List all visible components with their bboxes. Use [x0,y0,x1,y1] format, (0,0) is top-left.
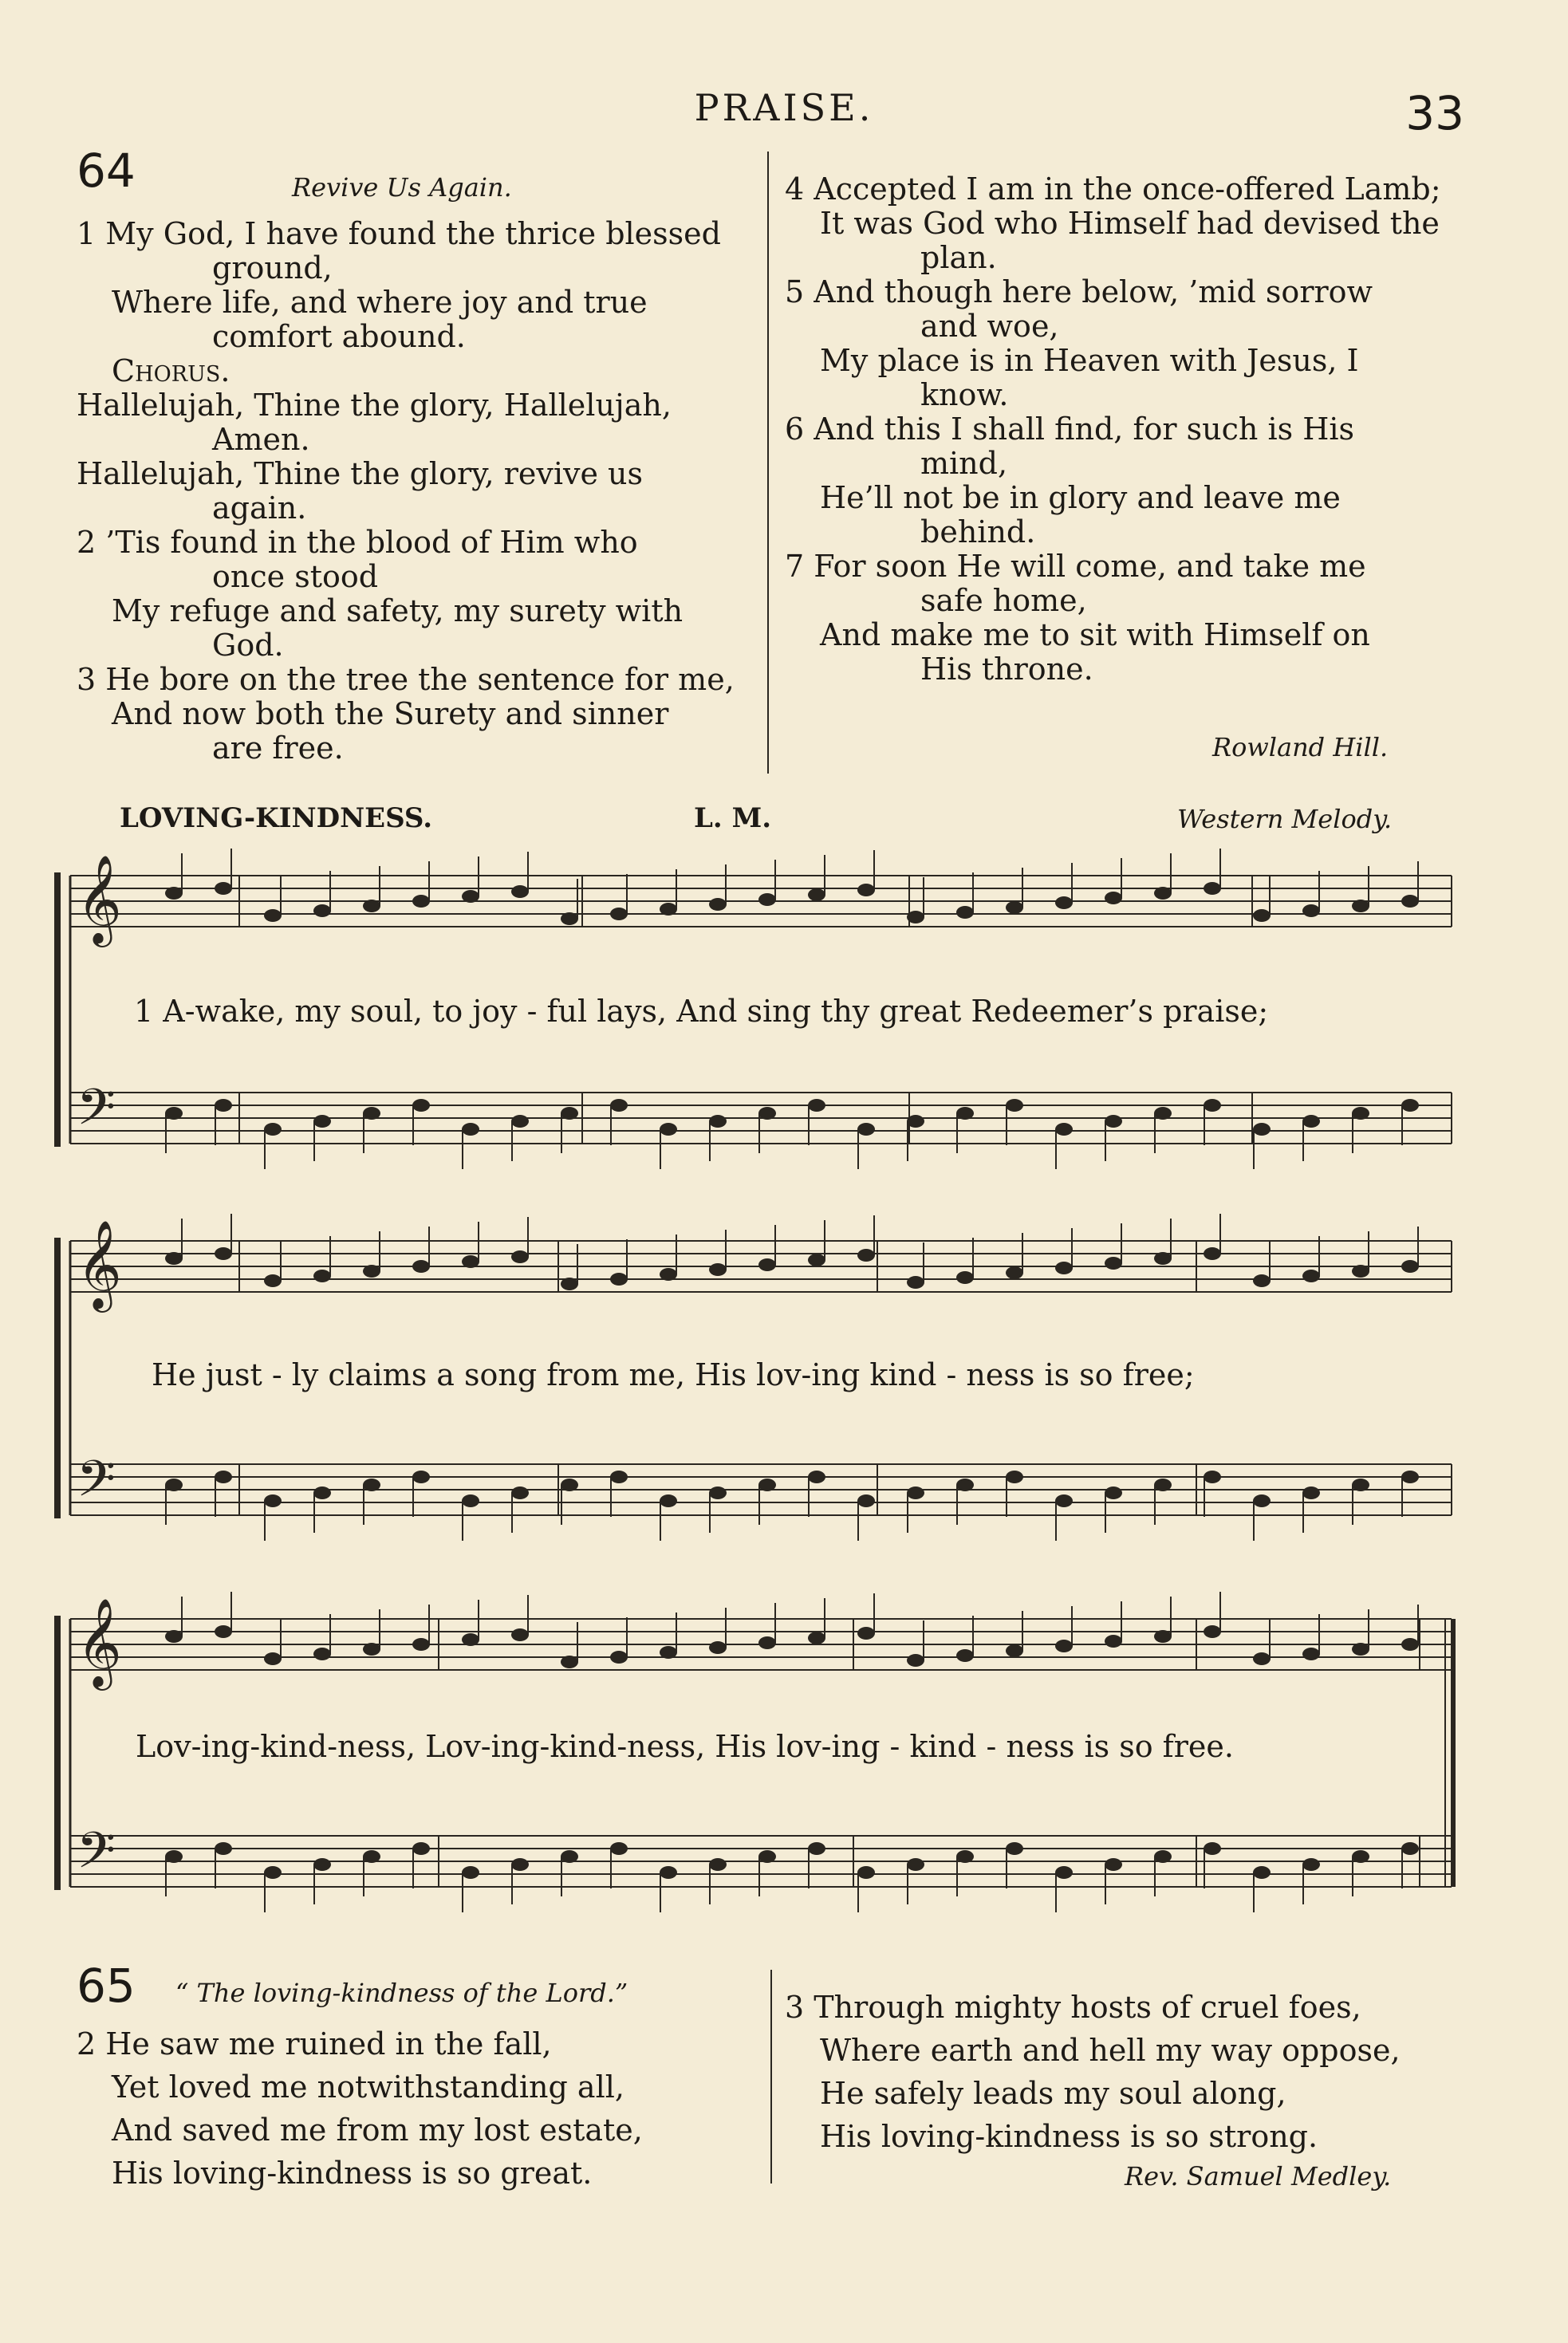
treble-note [660,1268,677,1281]
bass-note [808,1842,825,1855]
hymn-64-right-line: mind, [920,446,1008,481]
treble-note [857,1249,875,1262]
hymn-64-left-line: My refuge and safety, my surety with [112,593,684,628]
treble-note [1401,895,1419,908]
bass-note [215,1099,232,1112]
bass-note [907,1487,924,1499]
hymn-64-left-line: And now both the Surety and sinner [112,696,669,731]
treble-note [660,903,677,916]
bass-note [857,1123,875,1136]
hymn-64-left-line: God. [212,628,284,663]
bass-note [1055,1866,1073,1879]
bass-note [215,1471,232,1483]
hymn-65-left-line: 2 He saw me ruined in the fall, [77,2026,552,2061]
treble-note [808,888,825,901]
bass-note [1302,1487,1320,1499]
bass-note [511,1487,529,1499]
treble-note [1154,887,1172,900]
bass-note [165,1479,183,1491]
bass-note [1105,1858,1122,1871]
treble-note [462,1255,479,1268]
bass-note [165,1850,183,1863]
bass-note [264,1494,282,1507]
hymn-64-right-line: plan. [920,240,997,275]
treble-note [1154,1252,1172,1265]
hymn-65-right-line: Where earth and hell my way oppose, [820,2033,1401,2068]
bass-note [709,1115,727,1128]
hymn-64-left-line: comfort abound. [212,319,466,354]
bass-note [363,1850,380,1863]
hymn-64-tune-title: Revive Us Again. [292,172,512,203]
hymn-64-right-line: It was God who Himself had devised the [820,206,1440,241]
bass-note [808,1099,825,1112]
treble-note [264,1274,282,1287]
bass-clef-icon: 𝄢 [77,1077,116,1148]
treble-note [215,1247,232,1260]
treble-note [1253,1652,1271,1665]
treble-note [1204,882,1221,895]
treble-note [956,1271,974,1284]
treble-note [907,1276,924,1289]
treble-clef-icon: 𝄞 [77,1597,122,1687]
bass-note [363,1479,380,1491]
hymn-65-right-column [785,1986,1471,2158]
treble-note [1055,1640,1073,1652]
treble-note [857,884,875,896]
treble-note [1105,1635,1122,1648]
hymn-64-right-line: behind. [920,514,1036,549]
treble-note [561,1656,578,1668]
bass-note [1154,1479,1172,1491]
treble-note [610,908,628,920]
hymn-64-left-line: Hallelujah, Thine the glory, Hallelujah, [77,388,672,423]
hymn-64-right-line: My place is in Heaven with Jesus, I [820,343,1359,378]
tune-meter: L. M. [694,802,772,834]
bass-note [412,1842,430,1855]
tune-source: Western Melody. [1177,804,1393,834]
treble-note [1302,904,1320,917]
treble-note [956,906,974,919]
treble-note [709,1641,727,1654]
treble-note [462,1633,479,1646]
treble-note [264,909,282,922]
treble-note [808,1254,825,1266]
hymn-64-left-line: Chorus. [112,353,230,388]
treble-note [1006,901,1023,914]
hymn-64-right-line: 4 Accepted I am in the once-offered Lamb; [785,171,1441,207]
hymn-64-right-line: 5 And though here below, ’mid sorrow [785,274,1373,309]
hymn-64-left-line: ground, [212,250,333,285]
bass-note [857,1494,875,1507]
bass-note [1352,1479,1369,1491]
hymn-64-right-line: And make me to sit with Himself on [820,617,1370,652]
treble-note [660,1646,677,1659]
treble-note [1401,1260,1419,1273]
treble-note [1006,1266,1023,1279]
brace [54,1616,61,1890]
bass-note [363,1107,380,1120]
bass-note [462,1123,479,1136]
treble-note [709,898,727,911]
hymn-64-left-line: once stood [212,559,379,594]
bass-note [610,1471,628,1483]
bass-note [1105,1115,1122,1128]
hymn-64-left-line: again. [212,490,307,526]
treble-note [511,1628,529,1641]
treble-note [511,1250,529,1263]
bass-note [1253,1494,1271,1507]
hymn-64-left-line: Hallelujah, Thine the glory, revive us [77,456,643,491]
treble-note [956,1649,974,1662]
bass-note [660,1494,677,1507]
treble-note [264,1652,282,1665]
hymn-64-left-line: 1 My God, I have found the thrice blessed [77,216,721,251]
lyrics-line-3: Lov-ing-kind-ness, Lov-ing-kind-ness, His lov-ing - kind - ness is so free. [136,1729,1234,1764]
treble-note [412,1638,430,1651]
treble-note [1204,1625,1221,1638]
bass-note [1204,1099,1221,1112]
bass-note [758,1479,776,1491]
bass-note [1154,1850,1172,1863]
treble-note [610,1273,628,1286]
bass-note [313,1858,331,1871]
bass-note [412,1099,430,1112]
treble-note [1006,1644,1023,1657]
bass-note [808,1471,825,1483]
bass-note [758,1107,776,1120]
bass-note [907,1115,924,1128]
bass-note [1352,1107,1369,1120]
treble-note [1401,1638,1419,1651]
hymn-64-left-line: are free. [212,730,344,766]
treble-clef-icon: 𝄞 [77,1219,122,1309]
bass-note [1105,1487,1122,1499]
bass-note [462,1494,479,1507]
bass-note [709,1858,727,1871]
hymn-64-left-line: 2 ’Tis found in the blood of Him who [77,525,638,560]
bass-note [956,1479,974,1491]
bass-note [1302,1858,1320,1871]
hymn-65-left-line: Yet loved me notwithstanding all, [112,2069,624,2105]
bass-note [1006,1099,1023,1112]
treble-note [1055,896,1073,909]
treble-note [363,900,380,912]
bass-note [561,1479,578,1491]
bass-note [412,1471,430,1483]
treble-note [561,912,578,925]
brace [54,872,61,1147]
bass-note [561,1107,578,1120]
treble-note [907,911,924,923]
bass-note [561,1850,578,1863]
bass-note [1302,1115,1320,1128]
brace [54,1238,61,1518]
treble-note [758,893,776,906]
bass-note [1006,1842,1023,1855]
treble-note [907,1654,924,1667]
treble-note [1352,900,1369,912]
treble-note [363,1643,380,1656]
treble-note [1352,1265,1369,1278]
bass-note [1401,1099,1419,1112]
column-divider-2 [770,1970,772,2184]
bass-note [313,1487,331,1499]
bass-note [610,1099,628,1112]
bass-note [462,1866,479,1879]
bass-note [264,1123,282,1136]
treble-note [1154,1630,1172,1643]
bass-note [1401,1471,1419,1483]
treble-note [165,887,183,900]
treble-note [1302,1270,1320,1282]
treble-note [857,1627,875,1640]
treble-note [215,882,232,895]
hymn-64-right-line: and woe, [920,309,1059,344]
treble-note [363,1265,380,1278]
lyrics-line-2: He just - ly claims a song from me, His lov-ing kind - ness is so free; [152,1357,1195,1392]
hymn-64-right-line: safe home, [920,583,1087,618]
treble-note [412,895,430,908]
treble-note [511,885,529,898]
hymn-65-right-line: He safely leads my soul along, [820,2076,1286,2111]
hymn-64-left-line: Where life, and where joy and true [112,285,648,320]
hymn-65-title: “ The loving-kindness of the Lord.” [175,1978,628,2008]
bass-note [610,1842,628,1855]
hymn-number-65: 65 [77,1959,136,2013]
treble-note [215,1625,232,1638]
bass-note [264,1866,282,1879]
treble-note [758,1636,776,1649]
bass-note [1154,1107,1172,1120]
bass-note [1253,1123,1271,1136]
treble-clef-icon: 𝄞 [77,854,122,943]
treble-note [313,904,331,917]
hymn-65-right-line: 3 Through mighty hosts of cruel foes, [785,1990,1361,2025]
hymn-65-left-line: His loving-kindness is so great. [112,2156,593,2191]
page-section-title: PRAISE. [694,86,874,129]
bass-note [313,1115,331,1128]
lyrics-line-1: 1 A-wake, my soul, to joy - ful lays, And sing thy great Redeemer’s praise; [134,994,1269,1029]
bass-note [660,1123,677,1136]
treble-note [1352,1643,1369,1656]
bass-note [511,1115,529,1128]
treble-note [561,1278,578,1290]
hymn-64-right-line: know. [920,377,1009,412]
treble-note [758,1258,776,1271]
bass-note [1055,1494,1073,1507]
bass-note [1253,1866,1271,1879]
treble-note [1253,909,1271,922]
bass-note [165,1107,183,1120]
bass-note [857,1866,875,1879]
hymn-65-left-line: And saved me from my lost estate, [112,2113,643,2148]
hymn-64-right-line: He’ll not be in glory and leave me [820,480,1341,515]
hymn-64-right-line: 6 And this I shall find, for such is His [785,412,1354,447]
bass-note [709,1487,727,1499]
treble-note [1105,1257,1122,1270]
treble-note [1204,1247,1221,1260]
bass-note [660,1866,677,1879]
hymn-65-right-line: His loving-kindness is so strong. [820,2119,1318,2154]
hymn-64-right-line: 7 For soon He will come, and take me [785,549,1366,584]
bass-note [511,1858,529,1871]
treble-note [808,1632,825,1644]
bass-clef-icon: 𝄢 [77,1821,116,1892]
treble-note [462,890,479,903]
bass-note [956,1107,974,1120]
treble-note [165,1252,183,1265]
treble-note [165,1630,183,1643]
bass-note [1204,1842,1221,1855]
treble-note [1253,1274,1271,1287]
treble-note [313,1648,331,1660]
hymn-64-right-line: His throne. [920,652,1093,687]
bass-note [1401,1842,1419,1855]
bass-note [956,1850,974,1863]
treble-note [313,1270,331,1282]
hymn-65-author: Rev. Samuel Medley. [1125,2161,1392,2191]
bass-note [1006,1471,1023,1483]
bass-note [215,1842,232,1855]
hymn-64-left-line: Amen. [212,422,310,457]
bass-note [907,1858,924,1871]
bass-note [1352,1850,1369,1863]
bass-note [1055,1123,1073,1136]
treble-note [610,1651,628,1664]
treble-note [1302,1648,1320,1660]
hymn-number-64: 64 [77,144,136,198]
treble-note [1055,1262,1073,1274]
hymn-64-author: Rowland Hill. [1212,732,1389,762]
tune-name: LOVING-KINDNESS. [120,802,433,834]
bass-clef-icon: 𝄢 [77,1449,116,1520]
page-number: 33 [1405,86,1464,140]
bass-note [758,1850,776,1863]
hymn-64-left-line: 3 He bore on the tree the sentence for me, [77,662,735,697]
hymn-65-left-column [77,2022,762,2195]
bass-note [1204,1471,1221,1483]
treble-note [412,1260,430,1273]
treble-note [1105,892,1122,904]
treble-note [709,1263,727,1276]
